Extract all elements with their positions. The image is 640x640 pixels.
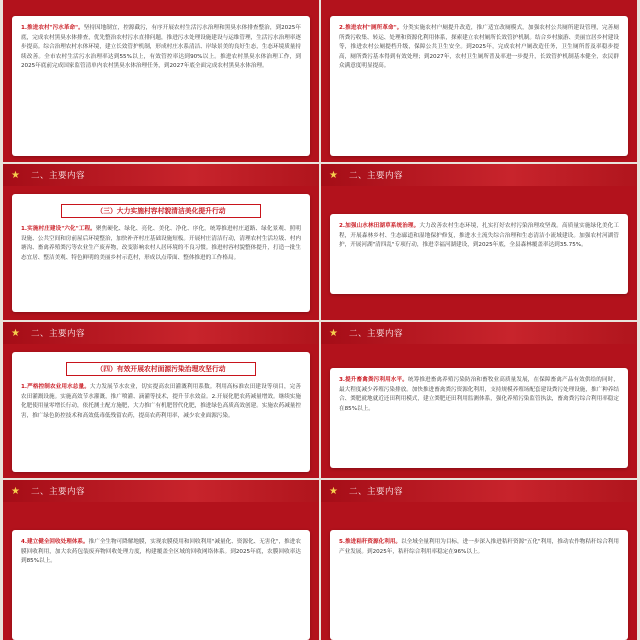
header-band <box>3 480 319 502</box>
content-panel <box>330 214 628 294</box>
star-icon: ★ <box>11 485 20 497</box>
paragraph: 1.严格控制农业用水总量。大力发展节水农业，切实提高农田灌溉利用系数。利用高标准农田建设等项目，完善农田灌溉设施。实施高效节水灌溉，推广喷灌、滴灌等技术，提升节水效益。2.开展化肥农药减量增效。继续实施化肥使用量零增长行动，依托测土配方施肥，大力推广有机肥替代化肥，推进绿色高质高效创建。实施农药减量控害，推广绿色防控技术和高效低毒低残留农药，提高农药利用率，减少农业面源污染。 <box>21 384 301 419</box>
content-panel <box>12 194 310 312</box>
paragraph-highlight: 1.实施村庄建设"六化"工程。 <box>21 226 96 232</box>
paragraph: 2.推进农村"厕所革命"。分类实施农村户厕提升改造，推广适宜改厕模式，加强农村公共厕所建设管理，完善厕所粪污收集、转运、处理和资源化利用体系，探索建立农村厕所长效管护机制。结合乡村旅游、美丽宜居乡村建设等，推进农村公厕提档升级，保障公共卫生安全。到2025年，完成农村户厕改造任务，卫生厕所普及率稳步提高，厕所粪污基本得到有效处理；到2027年，农村卫生厕所普及率进一步提升，长效管护机制基本健全，农民群众满意度明显提高。 <box>339 25 619 70</box>
slide-7 <box>3 480 319 640</box>
paragraph-highlight: 3.提升畜禽粪污利用水平。 <box>339 377 408 383</box>
star-icon: ★ <box>329 169 338 181</box>
content-panel <box>12 530 310 640</box>
slide-4 <box>321 164 637 320</box>
header-band <box>321 322 637 344</box>
content-panel <box>12 352 310 472</box>
section-heading: 二、主要内容 <box>31 487 86 497</box>
star-icon: ★ <box>329 485 338 497</box>
content-panel <box>330 368 628 468</box>
paragraph-highlight: 4.建立健全回收处理体系。 <box>21 539 89 545</box>
paragraph: 2.加强山水林田湖草系统治理。大力改善农村生态环境，扎实打好农村污染治理攻坚战。高质量实施绿化美化工程，开展森林乡村、生态廊道和湿地保护修复，推进水土流失综合治理和生态清洁小流域建设。加强农村河湖管护，开展河湖"清四乱"专项行动，推进幸福河湖建设，到2025年底，全县森林覆盖率达到35.75%。 <box>339 223 619 249</box>
paragraph-highlight: 2.加强山水林田湖草系统治理。 <box>339 223 420 229</box>
subsection-title: （四）有效开展农村面源污染治理攻坚行动 <box>66 362 256 376</box>
slide-3 <box>3 164 319 320</box>
section-heading: 二、主要内容 <box>31 329 86 339</box>
content-panel <box>330 16 628 156</box>
paragraph-highlight: 1.推进农村"污水革命"。 <box>21 25 84 31</box>
header-band <box>3 322 319 344</box>
header-band <box>321 164 637 186</box>
header-band <box>321 480 637 502</box>
section-heading: 二、主要内容 <box>349 487 404 497</box>
subsection-title: （三）大力实施村容村貌清洁美化提升行动 <box>61 204 261 218</box>
paragraph-highlight: 1.严格控制农业用水总量。 <box>21 384 90 390</box>
section-heading: 二、主要内容 <box>349 171 404 181</box>
section-heading: 二、主要内容 <box>349 329 404 339</box>
slide-1 <box>3 0 319 162</box>
slide-8 <box>321 480 637 640</box>
section-heading: 二、主要内容 <box>31 171 86 181</box>
paragraph: 5.推进秸秆资源化利用。以全域全量利用为目标，进一步深入推进秸秆资源"五化"利用，推动农作物秸秆综合利用产业发展。到2025年，秸秆综合利用率稳定在96%以上。 <box>339 539 619 555</box>
star-icon: ★ <box>11 327 20 339</box>
paragraph-highlight: 5.推进秸秆资源化利用。 <box>339 539 402 545</box>
content-panel <box>12 16 310 156</box>
star-icon: ★ <box>11 169 20 181</box>
slide-5 <box>3 322 319 478</box>
slide-6 <box>321 322 637 478</box>
paragraph-highlight: 2.推进农村"厕所革命"。 <box>339 25 403 31</box>
paragraph: 1.实施村庄建设"六化"工程。聚焦硬化、绿化、亮化、美化、净化、序化，统筹推进村庄道路、绿化景观、照明设施、公共空间和房前屋后环境整治，加快补齐村庄基础设施短板。开展村庄清洁行动，清理农村生活垃圾、村内塘沟、畜禽养殖粪污等农业生产废弃物，改变影响农村人居环境的不良习惯。推进村容村貌整体提升，打造一批生态宜居、整洁美观、特色鲜明的美丽乡村示范村，形成以点带面、整体推进的工作格局。 <box>21 226 301 261</box>
slide-2 <box>321 0 637 162</box>
paragraph: 3.提升畜禽粪污利用水平。统筹推进畜禽养殖污染防治和畜牧业高质量发展，在保障畜禽产品有效供给的同时，最大程度减少养殖污染排放。加快推进畜禽粪污资源化利用，支持规模养殖场配套建设粪污处理设施，推广种养结合、粪肥就地就近还田利用模式，建立粪肥还田利用监测体系，强化养殖污染监管执法，畜禽粪污综合利用率稳定在85%以上。 <box>339 377 619 412</box>
header-band <box>3 164 319 186</box>
content-panel <box>330 530 628 640</box>
paragraph: 1.推进农村"污水革命"。坚持因地制宜，控源截污，有序开展农村生活污水治理和黑臭水体排查整治，到2025年底，完成农村黑臭水体排查，优先整治农村污水直排问题，推进污水处理设施建设与运维管理，生活污水治理率逐步提高。综合治理农村水体环境，建立长效管护机制，形成村庄水系清洁、岸绿景美的良好生态，生态环境质量持续改善。全市农村生活污水治理率达到55%以上，有效管控率达到90%以上。推进农村黑臭水体治理工作，到2025年底前完成国家监管清单内农村黑臭水体治理任务，到2027年底全面完成农村黑臭水体治理。 <box>21 25 301 70</box>
paragraph: 4.建立健全回收处理体系。推广全生物可降解地膜，实现农膜使用和回收利用"减量化、资源化、无害化"，推进农膜回收利用，加大农药包装废弃物回收处理力度，构建覆盖全区域的回收网络体系。到2025年底，农膜回收率达到85%以上。 <box>21 539 301 565</box>
star-icon: ★ <box>329 327 338 339</box>
